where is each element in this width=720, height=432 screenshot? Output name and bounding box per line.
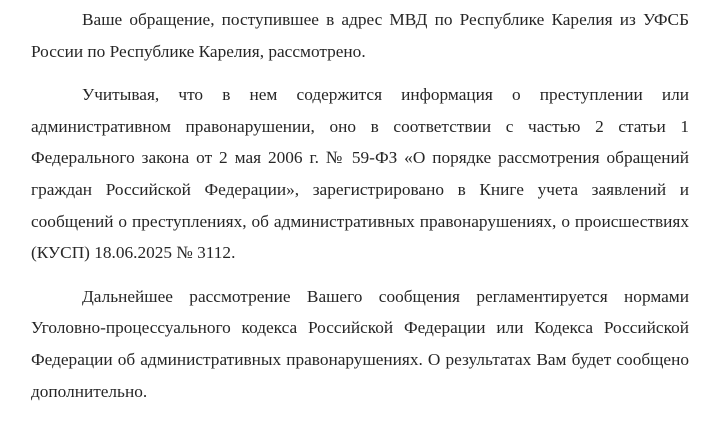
paragraph-appeal-received: Ваше обращение, поступившее в адрес МВД по Республике Карелия из УФСБ России по Республике Карелия, рассмотрено. [31, 10, 689, 61]
paragraph-further-review: Дальнейшее рассмотрение Вашего сообщения регламентируется нормами Уголовно-процессуального кодекса Российской Федерации или Кодекса Российской Федерации об административных правонарушениях. О результатах Вам будет сообщено дополнительно. [31, 286, 689, 401]
paragraph-registration: Учитывая, что в нем содержится информация о преступлении или административном правонарушении, оно в соответствии с частью 2 статьи 1 Федерального закона от 2 мая 2006 г. № 59-ФЗ «О порядке рассмотрения обращений граждан Российской Федерации», зарегистрировано в Книге учета заявлений и сообщений о преступлениях, об административных правонарушениях, о происшествиях (КУСП) 18.06.2025 № 3112. [31, 85, 689, 263]
letter-body [31, 0, 689, 407]
